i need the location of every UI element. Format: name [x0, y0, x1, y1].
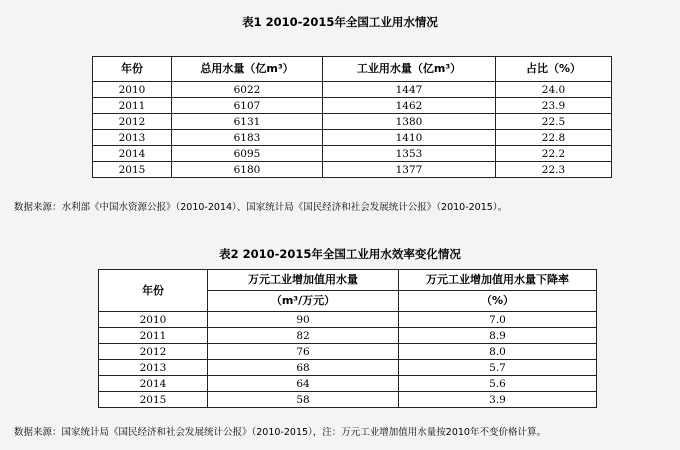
cell-total-water: 6131 — [172, 114, 323, 130]
cell-decline-rate: 3.9 — [399, 392, 597, 408]
cell-share: 22.5 — [496, 114, 612, 130]
cell-share: 22.2 — [496, 146, 612, 162]
cell-share: 24.0 — [496, 82, 612, 98]
table-row — [93, 98, 612, 114]
cell-water-per-10k-yuan: 90 — [208, 312, 399, 328]
cell-year: 2013 — [99, 360, 208, 376]
industrial-water-use-table — [92, 56, 612, 178]
cell-year: 2010 — [99, 312, 208, 328]
cell-year: 2015 — [99, 392, 208, 408]
cell-decline-rate: 5.6 — [399, 376, 597, 392]
table-header-row — [93, 57, 612, 82]
table-row — [99, 328, 597, 344]
cell-industrial-water: 1353 — [323, 146, 496, 162]
table1-source-note: 数据来源：水利部《中国水资源公报》（2010-2014）、国家统计局《国民经济和社会发展统计公报》（2010-2015）。 — [14, 202, 508, 213]
header-share: 占比（%） — [496, 57, 612, 82]
table-row — [93, 162, 612, 178]
cell-year: 2015 — [93, 162, 172, 178]
cell-industrial-water: 1462 — [323, 98, 496, 114]
header-water-per-10k-yuan-unit: （m³/万元） — [208, 291, 399, 312]
cell-year: 2014 — [99, 376, 208, 392]
cell-decline-rate: 8.0 — [399, 344, 597, 360]
header-water-per-10k-yuan: 万元工业增加值用水量 — [208, 270, 399, 291]
cell-year: 2011 — [99, 328, 208, 344]
cell-total-water: 6180 — [172, 162, 323, 178]
table-row — [99, 344, 597, 360]
cell-year: 2010 — [93, 82, 172, 98]
table1-title: 表1 2010-2015年全国工业用水情况 — [242, 15, 438, 29]
cell-industrial-water: 1410 — [323, 130, 496, 146]
header-total-water: 总用水量（亿m³） — [172, 57, 323, 82]
cell-water-per-10k-yuan: 58 — [208, 392, 399, 408]
cell-year: 2011 — [93, 98, 172, 114]
header-decline-rate: 万元工业增加值用水量下降率 — [399, 270, 597, 291]
cell-share: 23.9 — [496, 98, 612, 114]
cell-water-per-10k-yuan: 68 — [208, 360, 399, 376]
cell-decline-rate: 7.0 — [399, 312, 597, 328]
cell-decline-rate: 5.7 — [399, 360, 597, 376]
cell-share: 22.8 — [496, 130, 612, 146]
cell-decline-rate: 8.9 — [399, 328, 597, 344]
table2-title: 表2 2010-2015年全国工业用水效率变化情况 — [219, 247, 461, 261]
cell-water-per-10k-yuan: 76 — [208, 344, 399, 360]
table-header-row — [99, 270, 597, 291]
table-row — [93, 130, 612, 146]
table-row — [99, 360, 597, 376]
header-year: 年份 — [99, 270, 208, 312]
cell-water-per-10k-yuan: 82 — [208, 328, 399, 344]
table-row — [93, 146, 612, 162]
industrial-water-efficiency-table — [98, 269, 597, 408]
header-decline-rate-unit: （%） — [399, 291, 597, 312]
table2-source-note: 数据来源：国家统计局《国民经济和社会发展统计公报》（2010-2015），注：万元工业增加值用水量按2010年不变价格计算。 — [14, 427, 546, 438]
cell-industrial-water: 1447 — [323, 82, 496, 98]
cell-total-water: 6107 — [172, 98, 323, 114]
table-row — [93, 82, 612, 98]
cell-share: 22.3 — [496, 162, 612, 178]
cell-total-water: 6183 — [172, 130, 323, 146]
cell-industrial-water: 1380 — [323, 114, 496, 130]
table-row — [99, 376, 597, 392]
table-row — [99, 312, 597, 328]
cell-industrial-water: 1377 — [323, 162, 496, 178]
cell-year: 2012 — [99, 344, 208, 360]
cell-year: 2013 — [93, 130, 172, 146]
table-row — [99, 392, 597, 408]
cell-water-per-10k-yuan: 64 — [208, 376, 399, 392]
cell-year: 2012 — [93, 114, 172, 130]
cell-year: 2014 — [93, 146, 172, 162]
header-industrial-water: 工业用水量（亿m³） — [323, 57, 496, 82]
table-row — [93, 114, 612, 130]
header-year: 年份 — [93, 57, 172, 82]
cell-total-water: 6022 — [172, 82, 323, 98]
cell-total-water: 6095 — [172, 146, 323, 162]
